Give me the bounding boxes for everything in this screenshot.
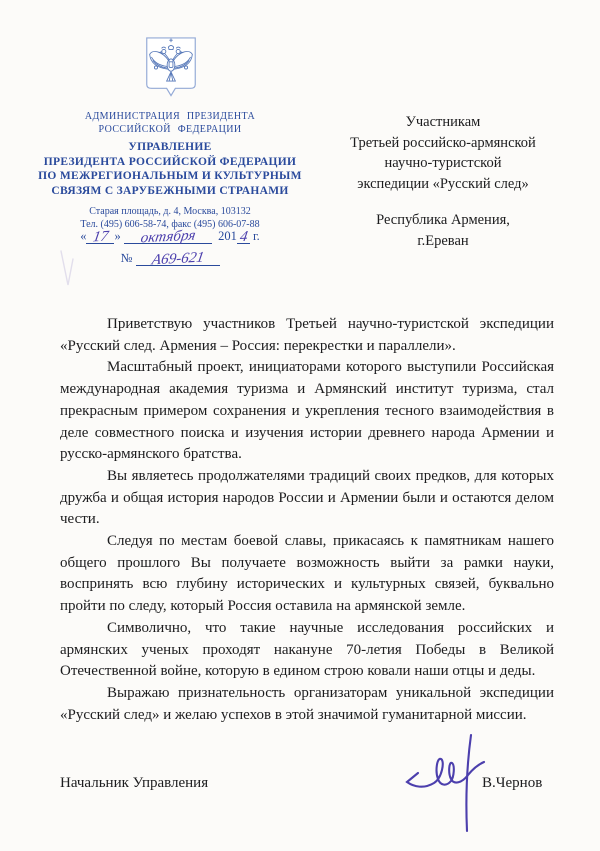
org-phone-line: Тел. (495) 606-58-74, факс (495) 606-07-88 (80, 218, 260, 230)
russian-coat-of-arms-icon (142, 35, 200, 99)
addressee-line: Третьей российско-армянской (350, 134, 536, 151)
signer-name: В.Чернов (482, 775, 543, 791)
handwritten-month: октября (139, 227, 197, 247)
org-name-line: АДМИНИСТРАЦИЯ ПРЕЗИДЕНТА (84, 111, 256, 122)
addressee-line: Участникам (405, 114, 481, 130)
handwritten-signature (404, 729, 488, 837)
addressee-location-line: Республика Армения, (376, 212, 510, 228)
addressee-location-line: г.Ереван (417, 232, 469, 249)
faint-pen-mark (55, 245, 85, 300)
department-name-line: ПО МЕЖРЕГИОНАЛЬНЫМ И КУЛЬТУРНЫМ (38, 170, 302, 182)
date-quote-close: » (114, 229, 121, 243)
addressee-block (330, 112, 556, 251)
addressee-line: экспедиции «Русский след» (357, 175, 529, 192)
signer-position-title: Начальник Управления (60, 775, 209, 791)
body-paragraph: Масштабный проект, инициаторами которого выступили Российская международная академия туризма и Армянский институт туризма, стал прекрасным примером сохранения и укрепления тесного взаимодействия в деле совместного поиска и изучения истории древнего народа Армении и русско-армянского братства. (60, 359, 554, 463)
letter-body (60, 314, 554, 726)
body-paragraph: Символично, что такие научные исследования российских и армянских ученых проходят накануне 70-летия Победы в Великой Отечественной войне, которую в едином строю ковали наши отцы и деды. (60, 619, 554, 680)
addressee-line: научно-туристской (384, 155, 502, 171)
department-name-line: ПРЕЗИДЕНТА РОССИЙСКОЙ ФЕДЕРАЦИИ (43, 155, 297, 168)
date-year-printed: 201 (218, 229, 237, 243)
org-name-line: РОССИЙСКОЙ ФЕДЕРАЦИИ (98, 124, 242, 135)
date-year-suffix: г. (252, 229, 260, 243)
handwritten-day: 17 (91, 228, 110, 246)
date-quote-open: « (80, 229, 87, 243)
letterhead (30, 110, 310, 231)
handwritten-reference-number: А69-621 (150, 249, 205, 269)
body-paragraph: Вы являетесь продолжателями традиций своих предков, для которых дружба и общая история народов России и Армении были и остаются делом чести. (60, 467, 554, 528)
handwritten-year-digit: 4 (238, 228, 249, 246)
body-paragraph: Приветствую участников Третьей научно-туристской экспедиции «Русский след. Армения – Россия: перекрестки и параллели». (60, 316, 554, 354)
number-sign: № (120, 251, 133, 265)
org-address-line: Старая площадь, д. 4, Москва, 103132 (89, 206, 251, 217)
department-name-line: СВЯЗЯМ С ЗАРУБЕЖНЫМИ СТРАНАМИ (51, 184, 289, 197)
date-line (30, 227, 310, 247)
body-paragraph: Следуя по местам боевой славы, прикасаясь к памятникам нашего общего прошлого Вы получаете возможность выйти за рамки науки, воспринять всю глубину исторических и культурных связей, буквально пройти по следу, который Россия оставила на армянской земле. (60, 533, 554, 615)
body-paragraph: Выражаю признательность организаторам уникальной экспедиции «Русский след» и желаю успехов в этой значимой гуманитарной миссии. (60, 684, 554, 723)
department-name-line: УПРАВЛЕНИЕ (128, 141, 212, 153)
